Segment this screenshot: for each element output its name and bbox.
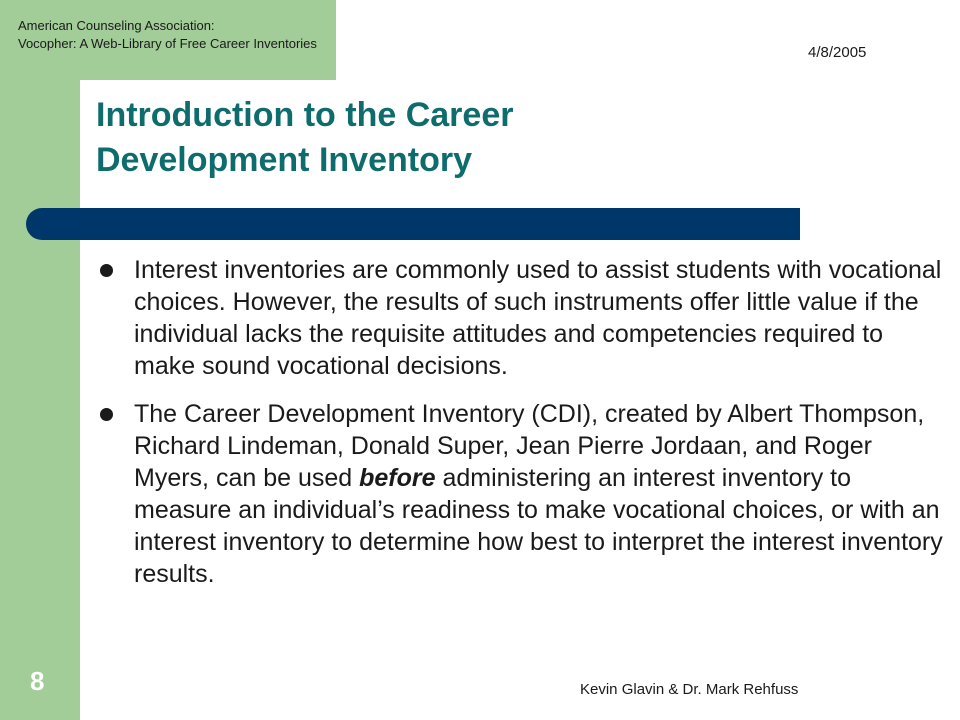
bullet-text-2-emphasis: before bbox=[359, 464, 436, 492]
slide-title-line-2: Development Inventory bbox=[96, 141, 472, 179]
slide-title bbox=[96, 93, 856, 183]
footer-authors: Kevin Glavin & Dr. Mark Rehfuss bbox=[580, 681, 799, 698]
bullet-dot-icon bbox=[100, 408, 113, 421]
header-org-line-2: Vocopher: A Web-Library of Free Career Inventories bbox=[18, 36, 317, 51]
bullet-dot-icon bbox=[100, 264, 113, 277]
slide-number: 8 bbox=[30, 666, 45, 696]
bullet-text-2-before: The Career Development Inventory (CDI), created by Albert Thompson, Richard Lindeman, Donald Super, Jean Pierre Jordaan, and Roger Myers, can be used bbox=[134, 400, 925, 492]
header-org-line-1: American Counseling Association: bbox=[18, 18, 215, 33]
bullet-item-2 bbox=[96, 398, 946, 590]
sidebar-band bbox=[0, 0, 80, 720]
title-divider-bar bbox=[26, 208, 800, 240]
bullet-list bbox=[96, 254, 946, 606]
header-organization bbox=[18, 17, 418, 53]
bullet-item-1 bbox=[96, 254, 946, 382]
header-date: 4/8/2005 bbox=[808, 44, 867, 61]
bullet-text-1: Interest inventories are commonly used to assist students with vocational choices. However, the results of such instruments offer little value if the individual lacks the requisite attitudes and competencies required to make sound vocational decisions. bbox=[134, 256, 942, 380]
bullet-text-2 bbox=[134, 400, 943, 588]
bullet-text-2-after: administering an interest inventory to measure an individual’s readiness to make vocational choices, or with an interest inventory to determine how best to interpret the interest inventory results. bbox=[134, 464, 943, 588]
slide-title-line-1: Introduction to the Career bbox=[96, 96, 514, 134]
